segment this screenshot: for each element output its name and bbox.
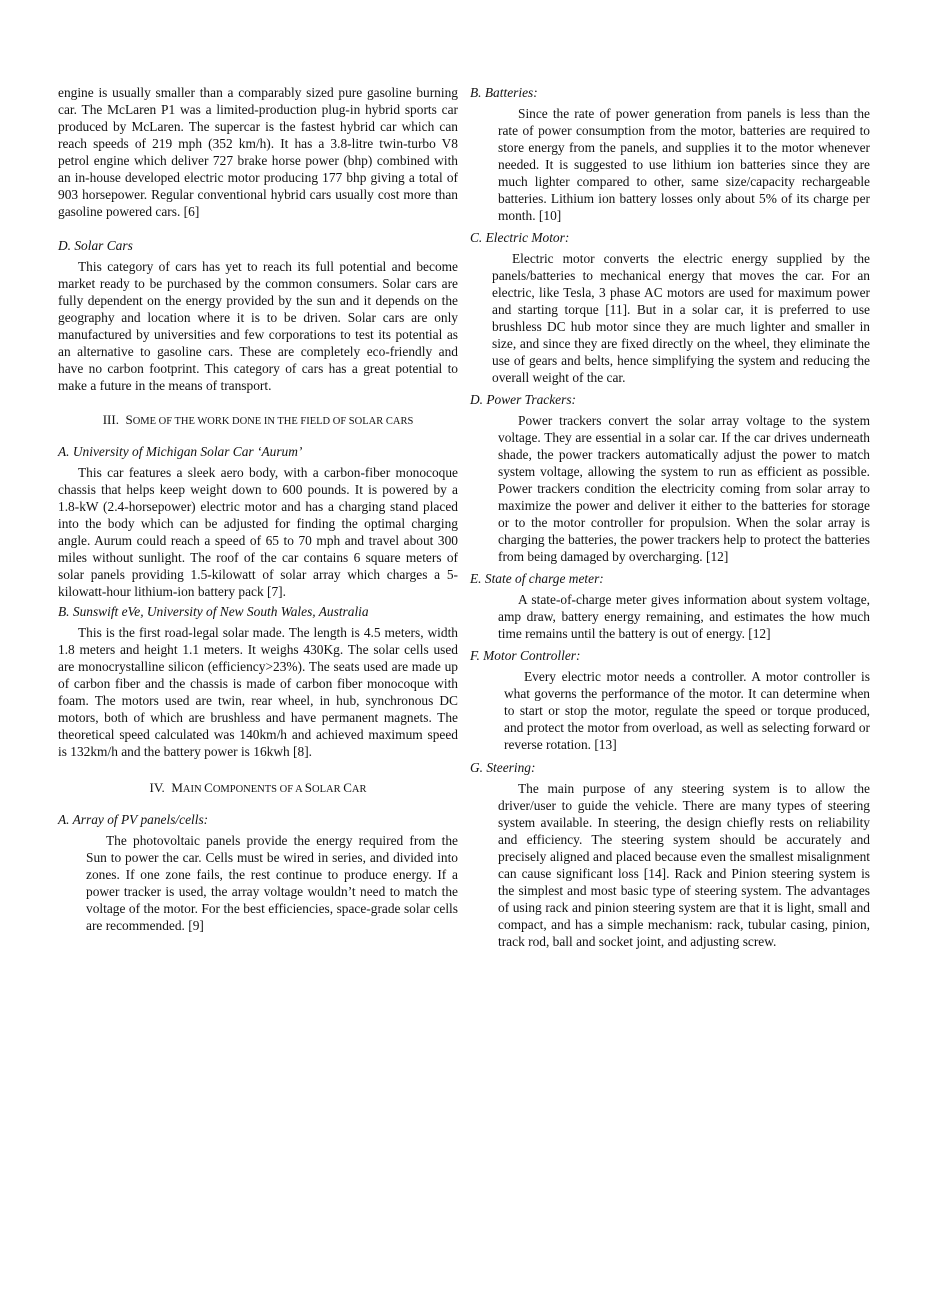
- controller-heading: F. Motor Controller:: [470, 648, 581, 663]
- trackers-heading: D. Power Trackers:: [470, 392, 576, 407]
- aurum-text: This car features a sleek aero body, with a carbon-fiber monocoque chassis that helps keep weight down to 600 pounds. It is powered by a 1.8-kW (2.4-horsepower) electric motor and has a charging stand placed into the body which can be adjusted for finding the optimal charging angle. Aurum could reach a speed of 65 to 70 mph and travel about 300 miles without sunlight. The roof of the car contains 6 square meters of solar panels providing 1.5-kilowatt of solar array which charges a 5-kilowatt-hour lithium-ion battery pack [7].: [58, 465, 458, 599]
- soc-text: A state-of-charge meter gives information about system voltage, amp draw, battery energy remaining, and estimates the how much time remains until the battery is out of energy. [12]: [498, 592, 870, 641]
- steering-heading: G. Steering:: [470, 760, 536, 775]
- solar-cars-text: This category of cars has yet to reach its full potential and become market ready to be purchased by the common consumers. Solar cars are fully dependent on the energy provided by the sun and it depends on the geography and location where it is to be driven. Solar cars are only manufactured by universities and few corporations to test its potential as an alternative to gasoline cars. These are completely eco-friendly and have no carbon footprint. This category of cars has a great potential to make a future in the means of transport.: [58, 259, 458, 393]
- motor-text: Electric motor converts the electric energy supplied by the panels/batteries to mechanical energy that moves the car. For an electric, like Tesla, 3 phase AC motors are used for maximum power and starting torque [11]. But in a solar car, it is preferred to use brushless DC hub motor since they are much lighter and smaller in size, and since they are fixed directly on the wheel, they eliminate the use of gears and belts, hence simplifying the system and reducing the overall weight of the car.: [492, 251, 870, 385]
- motor-heading: C. Electric Motor:: [470, 230, 570, 245]
- aurum-heading: A. University of Michigan Solar Car ‘Aurum’: [58, 444, 303, 459]
- section-4-number: IV.: [149, 780, 165, 795]
- section-4-title-part: OMPONENTS OF A: [212, 784, 305, 795]
- pv-text: The photovoltaic panels provide the energy required from the Sun to power the car. Cells must be wired in series, and divided into zones. If one zone fails, the rest continue to produce energy. If a power tracker is used, the array voltage wouldn’t need to match the voltage of the motor. For the best efficiencies, space-grade solar cells are recommended. [9]: [86, 833, 458, 933]
- soc-heading: E. State of charge meter:: [470, 571, 604, 586]
- intro-paragraph: engine is usually smaller than a comparably sized pure gasoline burning car. The McLaren P1 was a limited-production plug-in hybrid sports car produced by McLaren. The supercar is the fastest hybrid car which can reach speeds of 219 mph (352 km/h). It has a 3.8-litre twin-turbo V8 petrol engine which deliver 727 brake horse power (bhp) combined with an in-house developed electric motor producing 177 bhp giving a total of 903 horsepower. Regular conventional hybrid cars usually cost more than gasoline powered cars. [6]: [58, 85, 458, 219]
- solar-cars-heading: D. Solar Cars: [58, 238, 133, 253]
- batteries-text: Since the rate of power generation from panels is less than the rate of power consumption from the motor, batteries are required to store energy from the panels, and supplies it to the motor whenever needed. It is suggested to use lithium ion batteries since they are much lighter compared to other, same size/capacity rechargeable batteries. Lithium ion battery losses only about 5% of its charge per month. [10]: [498, 106, 870, 223]
- steering-text: The main purpose of any steering system is to allow the driver/user to guide the vehicle. There are many types of steering system available. In steering, the design chiefly rests on reliability and efficiency. The steering system should be accurately and precisely aligned and placed because even the smallest misalignment can cause significant loss [14]. Rack and Pinion steering system is the simplest and most basic type of steering system. The advantages of using rack and pinion steering system are that it is light, small and compact, and has a simple mechanism: rack, tubular casing, pinion, track rod, ball and socket joint, and adjusting screw.: [498, 781, 870, 949]
- section-3-heading: [58, 411, 458, 430]
- sunswift-heading: B. Sunswift eVe, University of New South Wales, Australia: [58, 604, 369, 619]
- sunswift-text: This is the first road-legal solar made. The length is 4.5 meters, width 1.8 meters and height 1.1 meters. It weighs 430Kg. The solar cells used are monocrystalline silicon (efficiency>23%). The seats used are made up of carbon fiber and the chassis is made of carbon fiber monocoque with foam. The motors used are twin, rear wheel, in hub, synchronous DC motors, both of which are brushless and have permanent magnets. The theoretical speed calculated was 140km/h and achieved maximum speed is 132km/h and the battery power is 16kwh [8].: [58, 625, 458, 759]
- section-4-title-part: S: [304, 780, 312, 795]
- batteries-heading: B. Batteries:: [470, 85, 538, 100]
- section-3-title-initial: S: [125, 412, 133, 427]
- right-column: [470, 84, 870, 950]
- left-column: [58, 84, 458, 934]
- section-4-title-part: OLAR: [311, 784, 344, 795]
- section-4-title-part: M: [171, 780, 183, 795]
- section-3-title-rest: OME OF THE WORK DONE IN THE FIELD OF SOLAR CARS: [132, 416, 414, 427]
- trackers-text: Power trackers convert the solar array voltage to the system voltage. They are essential in a solar car. If the car drives underneath shade, the power trackers automatically adjust the power to match system voltage, allowing the system to run as efficient as possible. Power trackers condition the electricity coming from solar array to maximize the power and deliver it either to the batteries for storage or to the motor controller for propulsion. When the solar array is charging the batteries, the power trackers help to protect the batteries from being damaged by overcharging. [12]: [498, 413, 870, 564]
- pv-heading: A. Array of PV panels/cells:: [58, 812, 209, 827]
- section-4-title-part: AIN: [182, 784, 205, 795]
- section-4-title-part: C: [204, 780, 213, 795]
- section-3-number: III.: [102, 412, 119, 427]
- section-4-title-part: C: [343, 780, 352, 795]
- controller-text: Every electric motor needs a controller. A motor controller is what governs the performance of the motor. It can determine when to start or stop the motor, regulate the speed or torque produced, and protect the motor from overload, as well as selecting forward or reverse rotation. [13]: [504, 669, 870, 752]
- section-4-heading: [58, 779, 458, 798]
- section-4-title-part: AR: [351, 784, 367, 795]
